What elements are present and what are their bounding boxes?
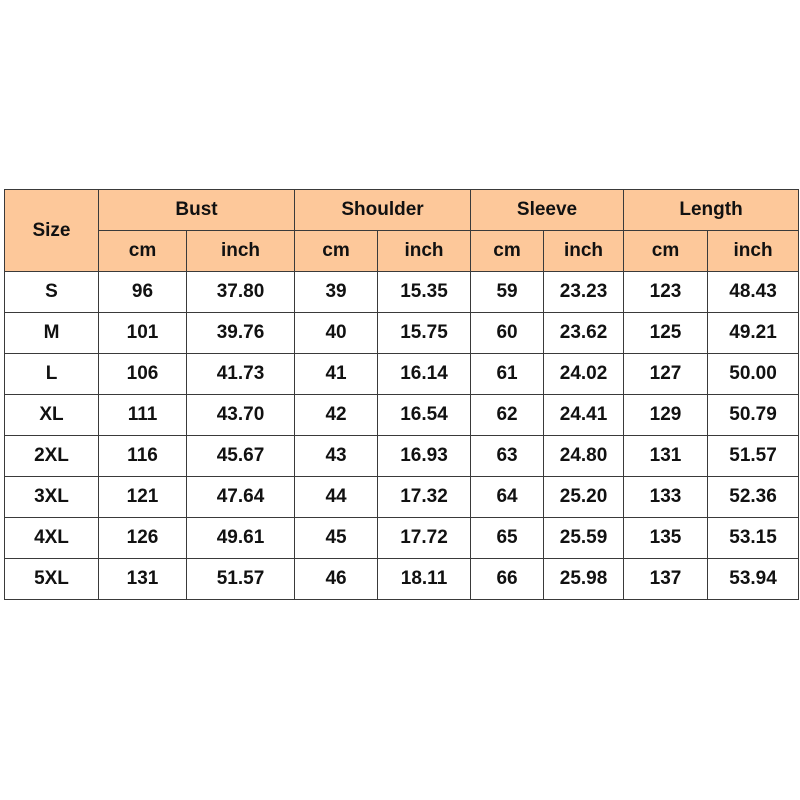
bust-cm-cell: 116	[99, 436, 187, 477]
bust-cm-cell: 106	[99, 354, 187, 395]
bust-inch-cell: 49.61	[187, 518, 295, 559]
bust-inch-cell: 45.67	[187, 436, 295, 477]
table-row	[5, 395, 799, 436]
length-inch-cell: 49.21	[708, 313, 799, 354]
shoulder-cm-cell: 46	[295, 559, 378, 600]
length-inch-cell: 50.00	[708, 354, 799, 395]
length-cm-header: cm	[624, 231, 708, 272]
length-cm-cell: 127	[624, 354, 708, 395]
size-cell: 5XL	[5, 559, 99, 600]
size-cell: L	[5, 354, 99, 395]
table-row	[5, 313, 799, 354]
size-cell: S	[5, 272, 99, 313]
length-cm-cell: 125	[624, 313, 708, 354]
bust-cm-cell: 101	[99, 313, 187, 354]
sleeve-cm-cell: 61	[471, 354, 544, 395]
shoulder-inch-cell: 17.72	[378, 518, 471, 559]
shoulder-cm-cell: 42	[295, 395, 378, 436]
bust-cm-cell: 96	[99, 272, 187, 313]
shoulder-cm-cell: 41	[295, 354, 378, 395]
table-row	[5, 354, 799, 395]
bust-inch-cell: 41.73	[187, 354, 295, 395]
bust-inch-cell: 43.70	[187, 395, 295, 436]
bust-inch-cell: 51.57	[187, 559, 295, 600]
size-column-header: Size	[5, 190, 99, 272]
sleeve-cm-cell: 63	[471, 436, 544, 477]
length-group-header: Length	[624, 190, 799, 231]
sleeve-inch-cell: 24.02	[544, 354, 624, 395]
length-cm-cell: 129	[624, 395, 708, 436]
length-cm-cell: 131	[624, 436, 708, 477]
sleeve-inch-cell: 24.41	[544, 395, 624, 436]
bust-inch-cell: 37.80	[187, 272, 295, 313]
table-row	[5, 559, 799, 600]
sleeve-cm-header: cm	[471, 231, 544, 272]
bust-inch-cell: 39.76	[187, 313, 295, 354]
size-cell: 2XL	[5, 436, 99, 477]
length-cm-cell: 135	[624, 518, 708, 559]
shoulder-inch-header: inch	[378, 231, 471, 272]
header-unit-row	[5, 231, 799, 272]
shoulder-inch-cell: 15.75	[378, 313, 471, 354]
sleeve-inch-cell: 23.23	[544, 272, 624, 313]
shoulder-inch-cell: 16.54	[378, 395, 471, 436]
bust-group-header: Bust	[99, 190, 295, 231]
sleeve-group-header: Sleeve	[471, 190, 624, 231]
bust-inch-cell: 47.64	[187, 477, 295, 518]
shoulder-cm-cell: 45	[295, 518, 378, 559]
length-inch-cell: 48.43	[708, 272, 799, 313]
bust-cm-cell: 121	[99, 477, 187, 518]
size-cell: 3XL	[5, 477, 99, 518]
length-inch-cell: 52.36	[708, 477, 799, 518]
length-inch-cell: 53.94	[708, 559, 799, 600]
sleeve-inch-cell: 25.98	[544, 559, 624, 600]
bust-cm-cell: 126	[99, 518, 187, 559]
table-row	[5, 477, 799, 518]
shoulder-inch-cell: 18.11	[378, 559, 471, 600]
shoulder-inch-cell: 15.35	[378, 272, 471, 313]
sleeve-inch-header: inch	[544, 231, 624, 272]
sleeve-inch-cell: 24.80	[544, 436, 624, 477]
shoulder-cm-cell: 39	[295, 272, 378, 313]
bust-inch-header: inch	[187, 231, 295, 272]
length-cm-cell: 137	[624, 559, 708, 600]
shoulder-inch-cell: 16.93	[378, 436, 471, 477]
sleeve-cm-cell: 65	[471, 518, 544, 559]
shoulder-group-header: Shoulder	[295, 190, 471, 231]
sleeve-cm-cell: 64	[471, 477, 544, 518]
sleeve-inch-cell: 23.62	[544, 313, 624, 354]
sleeve-cm-cell: 59	[471, 272, 544, 313]
sleeve-inch-cell: 25.59	[544, 518, 624, 559]
length-inch-cell: 51.57	[708, 436, 799, 477]
shoulder-inch-cell: 17.32	[378, 477, 471, 518]
bust-cm-cell: 131	[99, 559, 187, 600]
shoulder-cm-header: cm	[295, 231, 378, 272]
length-inch-header: inch	[708, 231, 799, 272]
size-cell: M	[5, 313, 99, 354]
sleeve-cm-cell: 62	[471, 395, 544, 436]
bust-cm-cell: 111	[99, 395, 187, 436]
header-group-row	[5, 190, 799, 231]
sleeve-inch-cell: 25.20	[544, 477, 624, 518]
length-inch-cell: 53.15	[708, 518, 799, 559]
shoulder-cm-cell: 44	[295, 477, 378, 518]
length-cm-cell: 123	[624, 272, 708, 313]
size-chart-table	[4, 189, 799, 600]
table-row	[5, 272, 799, 313]
shoulder-inch-cell: 16.14	[378, 354, 471, 395]
shoulder-cm-cell: 40	[295, 313, 378, 354]
size-cell: 4XL	[5, 518, 99, 559]
length-cm-cell: 133	[624, 477, 708, 518]
length-inch-cell: 50.79	[708, 395, 799, 436]
size-cell: XL	[5, 395, 99, 436]
sleeve-cm-cell: 60	[471, 313, 544, 354]
bust-cm-header: cm	[99, 231, 187, 272]
size-chart-body	[5, 272, 799, 600]
sleeve-cm-cell: 66	[471, 559, 544, 600]
table-row	[5, 436, 799, 477]
table-row	[5, 518, 799, 559]
shoulder-cm-cell: 43	[295, 436, 378, 477]
